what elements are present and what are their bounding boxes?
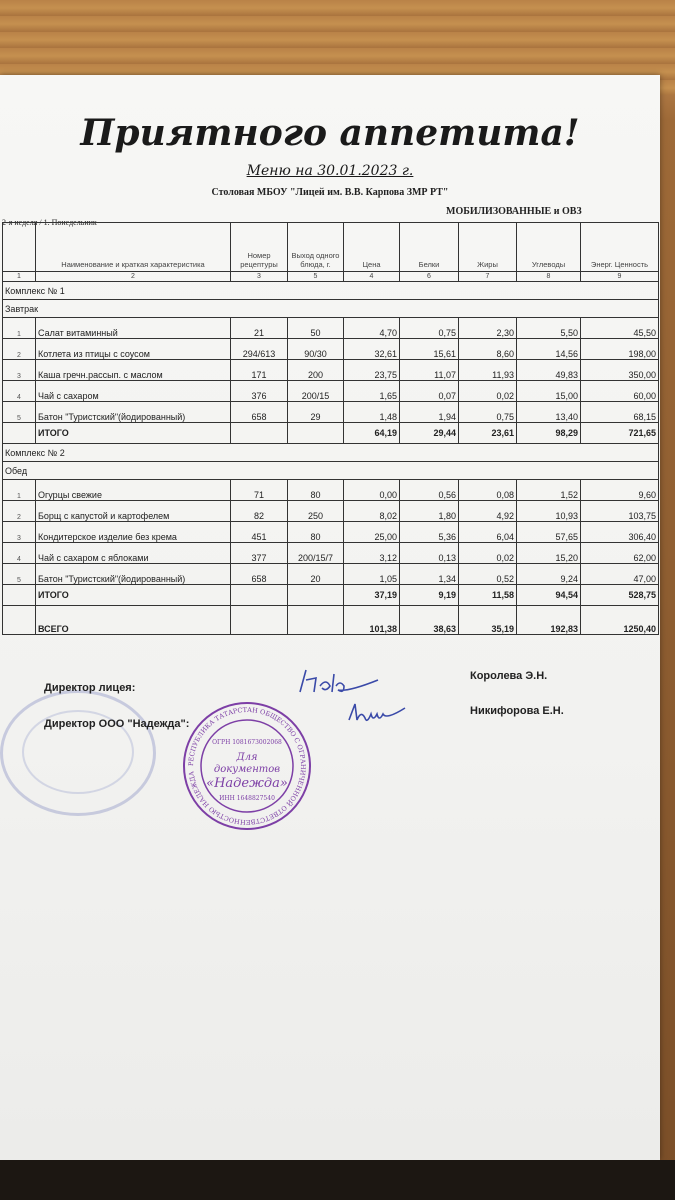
cell-output: 80: [288, 480, 344, 501]
company-director-name: Никифорова Е.Н.: [470, 705, 564, 717]
table-row: [3, 402, 659, 423]
cell-price: 4,70: [344, 318, 400, 339]
cell-price: 1,05: [344, 564, 400, 585]
cell-output: 200: [288, 360, 344, 381]
grand-total-protein: 38,63: [400, 606, 459, 635]
cell-price: 1,65: [344, 381, 400, 402]
cell-recipe: 376: [231, 381, 288, 402]
cell-energy: 306,40: [581, 522, 659, 543]
cell-fat: 8,60: [459, 339, 517, 360]
page-title: Приятного аппетита!: [80, 112, 580, 154]
table-row: [3, 318, 659, 339]
stamp-line2: документов: [213, 764, 281, 775]
stamp-line1: Для: [236, 752, 258, 763]
cell-output: 50: [288, 318, 344, 339]
empty-cell: [288, 585, 344, 606]
cell-recipe: 82: [231, 501, 288, 522]
empty-cell: [231, 423, 288, 444]
table-row: [3, 522, 659, 543]
empty-cell: [231, 606, 288, 635]
stamp-inn: ИНН 1648827540: [219, 795, 275, 802]
table-row: [3, 339, 659, 360]
complex-label: Комплекс № 2: [3, 444, 659, 462]
grand-total-row: [3, 606, 659, 635]
table-row: [3, 564, 659, 585]
cell-carbs: 14,56: [517, 339, 581, 360]
cell-carbs: 10,93: [517, 501, 581, 522]
cell-output: 29: [288, 402, 344, 423]
grand-total-price: 101,38: [344, 606, 400, 635]
cell-output: 200/15/7: [288, 543, 344, 564]
column-number: 8: [517, 272, 581, 282]
cell-recipe: 171: [231, 360, 288, 381]
total-carbs: 98,29: [517, 423, 581, 444]
cell-protein: 11,07: [400, 360, 459, 381]
header-recipe: Номер рецептуры: [231, 223, 288, 272]
cell-n: 2: [3, 339, 36, 360]
header-name: Наименование и краткая характеристика: [36, 223, 231, 272]
cell-n: 4: [3, 543, 36, 564]
cell-energy: 103,75: [581, 501, 659, 522]
cell-energy: 45,50: [581, 318, 659, 339]
total-label: ИТОГО: [36, 423, 231, 444]
grand-total-fat: 35,19: [459, 606, 517, 635]
cell-protein: 0,75: [400, 318, 459, 339]
cell-n: 2: [3, 501, 36, 522]
stamp-line3: «Надежда»: [206, 776, 288, 791]
table-row: [3, 543, 659, 564]
cell-fat: 0,52: [459, 564, 517, 585]
total-label: ИТОГО: [36, 585, 231, 606]
total-row: [3, 423, 659, 444]
empty-cell: [3, 585, 36, 606]
empty-cell: [288, 423, 344, 444]
empty-cell: [288, 606, 344, 635]
section-row: [3, 462, 659, 480]
header-protein: Белки: [400, 223, 459, 272]
cell-energy: 9,60: [581, 480, 659, 501]
total-fat: 23,61: [459, 423, 517, 444]
cell-energy: 198,00: [581, 339, 659, 360]
cell-n: 3: [3, 360, 36, 381]
cell-protein: 0,13: [400, 543, 459, 564]
cell-output: 200/15: [288, 381, 344, 402]
cell-output: 90/30: [288, 339, 344, 360]
cell-n: 4: [3, 381, 36, 402]
cell-recipe: 294/613: [231, 339, 288, 360]
cell-fat: 0,02: [459, 381, 517, 402]
cell-price: 1,48: [344, 402, 400, 423]
cell-price: 8,02: [344, 501, 400, 522]
section-row: [3, 444, 659, 462]
cell-recipe: 658: [231, 402, 288, 423]
cell-n: 3: [3, 522, 36, 543]
complex2-items: [3, 480, 659, 585]
background-shadow: [0, 1160, 675, 1200]
cell-protein: 0,56: [400, 480, 459, 501]
cell-fat: 2,30: [459, 318, 517, 339]
cell-fat: 4,92: [459, 501, 517, 522]
cell-recipe: 658: [231, 564, 288, 585]
cell-n: 1: [3, 318, 36, 339]
menu-table: [2, 222, 659, 635]
cell-name: Чай с сахаром с яблоками: [36, 543, 231, 564]
cell-carbs: 5,50: [517, 318, 581, 339]
empty-cell: [3, 423, 36, 444]
category-label: МОБИЛИЗОВАННЫЕ и ОВЗ: [446, 206, 582, 217]
grand-total-energy: 1250,40: [581, 606, 659, 635]
menu-date: Меню на 30.01.2023 г.: [246, 163, 414, 179]
cell-fat: 11,93: [459, 360, 517, 381]
cell-recipe: 377: [231, 543, 288, 564]
total-energy: 721,65: [581, 423, 659, 444]
column-number: 1: [3, 272, 36, 282]
header-carbs: Углеводы: [517, 223, 581, 272]
cell-recipe: 71: [231, 480, 288, 501]
cell-carbs: 9,24: [517, 564, 581, 585]
cell-carbs: 13,40: [517, 402, 581, 423]
cell-name: Батон "Туристский"(йодированный): [36, 564, 231, 585]
grand-total-carbs: 192,83: [517, 606, 581, 635]
total-row: [3, 585, 659, 606]
complex1-items: [3, 318, 659, 423]
cell-fat: 0,75: [459, 402, 517, 423]
total-protein: 29,44: [400, 423, 459, 444]
canteen-name: Столовая МБОУ "Лицей им. В.В. Карпова ЗМР РТ": [211, 187, 449, 198]
grand-total-label: ВСЕГО: [36, 606, 231, 635]
header-energy: Энерг. Ценность: [581, 223, 659, 272]
week-label: 2-я неделя / 1. Понедельник: [2, 218, 97, 227]
cell-fat: 0,02: [459, 543, 517, 564]
director-name: Королева Э.Н.: [470, 670, 548, 682]
meal-label: Обед: [3, 462, 659, 480]
section-row: [3, 300, 659, 318]
cell-carbs: 1,52: [517, 480, 581, 501]
cell-carbs: 49,83: [517, 360, 581, 381]
total-fat: 11,58: [459, 585, 517, 606]
column-number: 4: [344, 272, 400, 282]
cell-price: 25,00: [344, 522, 400, 543]
total-energy: 528,75: [581, 585, 659, 606]
table-row: [3, 381, 659, 402]
column-number-row: [3, 272, 659, 282]
total-carbs: 94,54: [517, 585, 581, 606]
meal-label: Завтрак: [3, 300, 659, 318]
empty-cell: [231, 585, 288, 606]
cell-energy: 68,15: [581, 402, 659, 423]
cell-price: 0,00: [344, 480, 400, 501]
table-row: [3, 480, 659, 501]
cell-name: Борщ с капустой и картофелем: [36, 501, 231, 522]
complex-label: Комплекс № 1: [3, 282, 659, 300]
column-number: 6: [400, 272, 459, 282]
cell-carbs: 15,20: [517, 543, 581, 564]
column-number: 5: [288, 272, 344, 282]
section-row: [3, 282, 659, 300]
column-number: 9: [581, 272, 659, 282]
cell-recipe: 451: [231, 522, 288, 543]
cell-fat: 0,08: [459, 480, 517, 501]
cell-protein: 15,61: [400, 339, 459, 360]
cell-protein: 1,34: [400, 564, 459, 585]
cell-protein: 0,07: [400, 381, 459, 402]
table-row: [3, 501, 659, 522]
cell-recipe: 21: [231, 318, 288, 339]
cell-price: 32,61: [344, 339, 400, 360]
cell-energy: 47,00: [581, 564, 659, 585]
cell-carbs: 57,65: [517, 522, 581, 543]
total-price: 37,19: [344, 585, 400, 606]
cell-protein: 5,36: [400, 522, 459, 543]
company-director-signature-icon: [345, 698, 415, 732]
cell-n: 1: [3, 480, 36, 501]
company-director-label: Директор ООО "Надежда":: [44, 718, 190, 730]
cell-protein: 1,80: [400, 501, 459, 522]
cell-name: Чай с сахаром: [36, 381, 231, 402]
cell-energy: 60,00: [581, 381, 659, 402]
header-price: Цена: [344, 223, 400, 272]
cell-energy: 350,00: [581, 360, 659, 381]
cell-price: 23,75: [344, 360, 400, 381]
stamp-ogrn: ОГРН 1081673002068: [212, 739, 282, 746]
header-output: Выход одного блюда, г.: [288, 223, 344, 272]
total-price: 64,19: [344, 423, 400, 444]
cell-output: 250: [288, 501, 344, 522]
column-number: 7: [459, 272, 517, 282]
table-header-row: [3, 223, 659, 272]
cell-protein: 1,94: [400, 402, 459, 423]
cell-price: 3,12: [344, 543, 400, 564]
column-number: 2: [36, 272, 231, 282]
cell-output: 20: [288, 564, 344, 585]
cell-fat: 6,04: [459, 522, 517, 543]
table-row: [3, 360, 659, 381]
cell-name: Каша гречн.рассып. с маслом: [36, 360, 231, 381]
cell-n: 5: [3, 564, 36, 585]
company-stamp-icon: [181, 700, 313, 832]
director-label: Директор лицея:: [44, 682, 136, 694]
cell-name: Салат витаминный: [36, 318, 231, 339]
header-fat: Жиры: [459, 223, 517, 272]
cell-output: 80: [288, 522, 344, 543]
cell-name: Батон "Туристский"(йодированный): [36, 402, 231, 423]
header-index: [3, 223, 36, 272]
column-number: 3: [231, 272, 288, 282]
cell-n: 5: [3, 402, 36, 423]
cell-name: Огурцы свежие: [36, 480, 231, 501]
total-protein: 9,19: [400, 585, 459, 606]
empty-cell: [3, 606, 36, 635]
cell-carbs: 15,00: [517, 381, 581, 402]
stamp-ring-text: РЕСПУБЛИКА ТАТАРСТАН ОБЩЕСТВО С ОГРАНИЧЕННОЙ ОТВЕТСТВЕННОСТЬЮ НАДЕЖДА: [186, 705, 308, 827]
cell-name: Кондитерское изделие без крема: [36, 522, 231, 543]
cell-energy: 62,00: [581, 543, 659, 564]
cell-name: Котлета из птицы с соусом: [36, 339, 231, 360]
